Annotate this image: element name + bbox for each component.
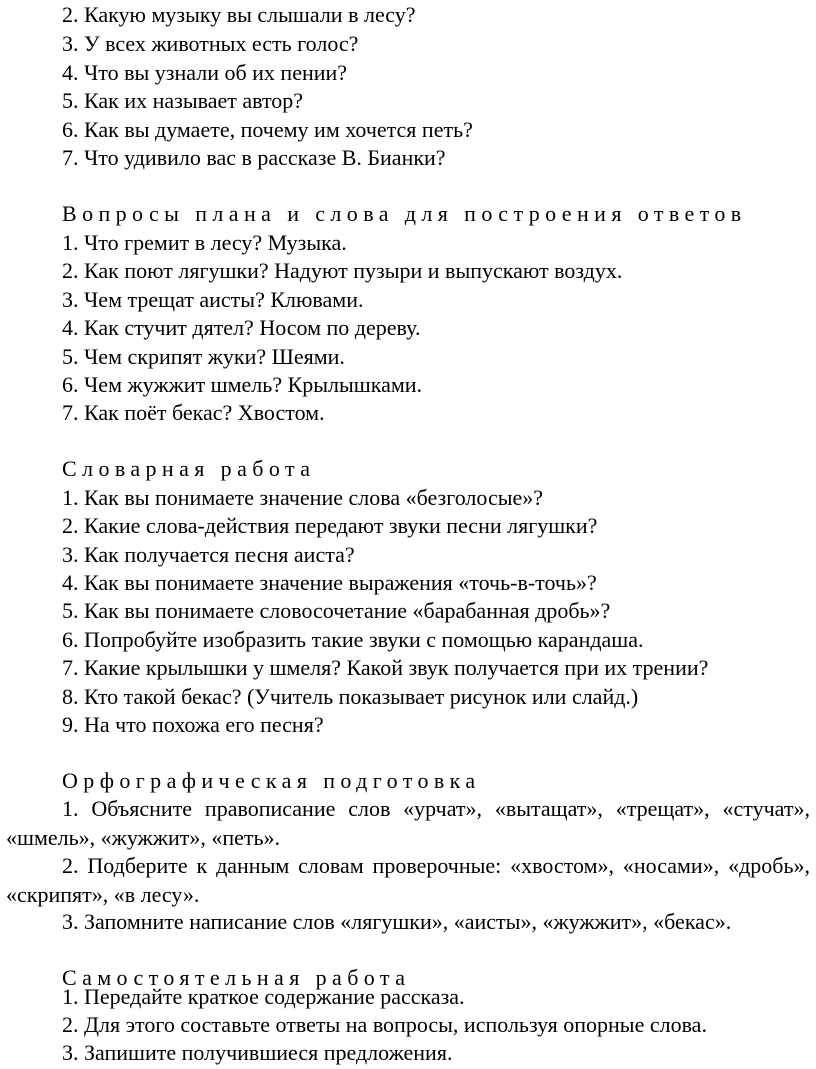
vocabulary-item: 7. Какие крылышки у шмеля? Какой звук получается при их трении? [62, 655, 709, 680]
vocabulary-item: 8. Кто такой бекас? (Учитель показывает рисунок или слайд.) [62, 684, 639, 709]
plan-item: 2. Как поют лягушки? Надуют пузыри и выпускают воздух. [62, 258, 623, 283]
independent-item: 2. Для этого составьте ответы на вопросы, используя опорные слова. [62, 1012, 707, 1037]
plan-item: 5. Чем скрипят жуки? Шеями. [62, 344, 345, 369]
plan-item: 1. Что гремит в лесу? Музыка. [62, 230, 347, 255]
plan-item: 6. Чем жужжит шмель? Крылышками. [62, 372, 423, 397]
plan-item: 4. Как стучит дятел? Носом по дереву. [62, 315, 421, 340]
section-heading-plan: Вопросы плана и слова для построения ответов [62, 201, 747, 226]
vocabulary-item: 2. Какие слова-действия передают звуки песни лягушки? [62, 513, 598, 538]
question-line: 6. Как вы думаете, почему им хочется петь? [62, 117, 473, 142]
independent-item: 3. Запишите получившиеся предложения. [62, 1040, 453, 1065]
vocabulary-item: 1. Как вы понимаете значение слова «безголосые»? [62, 485, 544, 510]
question-line: 5. Как их называет автор? [62, 88, 304, 113]
plan-item: 3. Чем трещат аисты? Клювами. [62, 287, 364, 312]
question-line: 4. Что вы узнали об их пении? [62, 60, 348, 85]
plan-item: 7. Как поёт бекас? Хвостом. [62, 400, 325, 425]
spelling-paragraph: 1. Объясните правописание слов «урчат», «вытащат», «трещат», «стучат», «шмель», «жужжит», «петь». [6, 796, 810, 850]
vocabulary-item: 5. Как вы понимаете словосочетание «барабанная дробь»? [62, 598, 611, 623]
vocabulary-item: 3. Как получается песня аиста? [62, 542, 355, 567]
question-line: 3. У всех животных есть голос? [62, 31, 359, 56]
vocabulary-item: 9. На что похожа его песня? [62, 712, 324, 737]
section-heading-independent: Самостоятельная работа [62, 965, 411, 990]
section-heading-spelling: Орфографическая подготовка [62, 768, 481, 793]
vocabulary-item: 6. Попробуйте изобразить такие звуки с помощью карандаша. [62, 627, 644, 652]
spelling-paragraph: 2. Подберите к данным словам проверочные: «хвостом», «носами», «дробь», «скрипят», «в лесу». [6, 853, 810, 907]
spelling-item: 3. Запомните написание слов «лягушки», «аисты», «жужжит», «бекас». [62, 909, 732, 934]
independent-item: 1. Передайте краткое содержание рассказа. [62, 984, 465, 1009]
section-heading-vocabulary: Словарная работа [62, 456, 316, 481]
vocabulary-item: 4. Как вы понимаете значение выражения «точь-в-точь»? [62, 570, 597, 595]
question-line: 2. Какую музыку вы слышали в лесу? [62, 2, 416, 27]
question-line: 7. Что удивило вас в рассказе В. Бианки? [62, 145, 446, 170]
